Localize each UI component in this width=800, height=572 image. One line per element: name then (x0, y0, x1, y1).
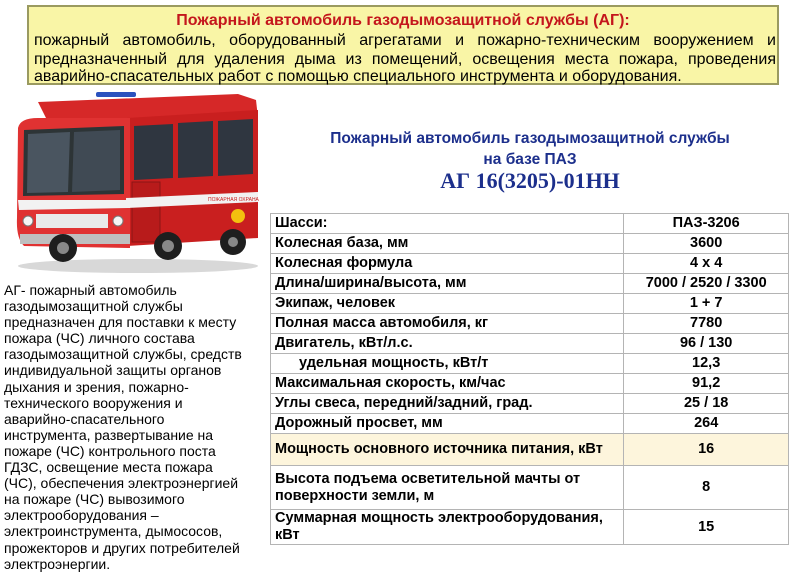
table-row (271, 414, 789, 434)
description-line: газодымозащитной службы (4, 298, 183, 315)
description-line: пожаре (ЧС) контрольного поста (4, 442, 216, 459)
description-line: электроэнергии. (4, 555, 111, 572)
spec-value: 25 / 18 (624, 394, 789, 414)
description-text (4, 282, 266, 572)
spec-value: 4 х 4 (624, 254, 789, 274)
specs-table (270, 213, 789, 545)
description-line: ГДЗС, освещение места пожара (4, 459, 213, 476)
table-row (271, 354, 789, 374)
spec-value: 12,3 (624, 354, 789, 374)
fire-bus-image (8, 88, 263, 278)
definition-line: пожарный автомобиль, оборудованный агрегатами и пожарно-техническим вооружением и (34, 32, 776, 49)
description-line: АГ- пожарный автомобиль (4, 282, 177, 298)
definition-box (27, 5, 779, 85)
spec-label-line: поверхности земли, м (275, 487, 435, 504)
vehicle-title (270, 128, 790, 170)
spec-label: Полная масса автомобиля, кг (271, 314, 624, 334)
spec-value: 16 (624, 434, 789, 466)
spec-label: Мощность основного источника питания, кВт (271, 434, 624, 466)
description-line: газодымозащитной службы, средств (4, 346, 242, 363)
description-line: на пожаре (ЧС) вывозимого (4, 491, 185, 508)
definition-title: Пожарный автомобиль газодымозащитной службы (АГ): (176, 12, 630, 29)
spec-label: Длина/ширина/высота, мм (271, 274, 624, 294)
bus-side-text: ПОЖАРНАЯ ОХРАНА (208, 197, 259, 203)
table-row-highlighted (271, 434, 789, 466)
spec-label: Двигатель, кВт/л.с. (271, 334, 624, 354)
description-line: аварийно-спасательного (4, 410, 165, 427)
spec-value: 91,2 (624, 374, 789, 394)
description-line: индивидуальной защиты органов (4, 362, 222, 379)
description-line: прожекторов и других потребителей (4, 539, 240, 556)
spec-value: 96 / 130 (624, 334, 789, 354)
description-line: пожара (ЧС) личного состава (4, 330, 195, 347)
table-row (271, 314, 789, 334)
spec-label: Экипаж, человек (271, 294, 624, 314)
definition-line: аварийно-спасательных работ с помощью специального инструмента и оборудования. (34, 68, 682, 85)
spec-value: 7780 (624, 314, 789, 334)
definition-line: предназначенный для удаления дыма из помещений, освещения места пожара, проведения (34, 51, 776, 68)
description-line: электроинструмента, дымососов, (4, 523, 223, 540)
description-line: инструмента, развертывание на (4, 426, 214, 443)
spec-label: удельная мощность, кВт/т (271, 354, 624, 374)
table-row (271, 466, 789, 510)
vehicle-model: АГ 16(3205)-01НН (440, 168, 620, 193)
table-row (271, 334, 789, 354)
spec-value: 264 (624, 414, 789, 434)
description-line: дыхания и зрения, пожарно- (4, 378, 189, 395)
spec-label-line: Высота подъема осветительной мачты от (275, 470, 581, 487)
spec-value: 15 (624, 510, 789, 545)
spec-value: 8 (624, 466, 789, 510)
table-row (271, 274, 789, 294)
table-row (271, 510, 789, 545)
spec-label: Дорожный просвет, мм (271, 414, 624, 434)
vehicle-title-line: Пожарный автомобиль газодымозащитной службы (330, 130, 730, 147)
table-row (271, 254, 789, 274)
spec-label: Углы свеса, передний/задний, град. (271, 394, 624, 414)
description-line: (ЧС), обеспечения электроэнергией (4, 475, 239, 492)
table-row (271, 374, 789, 394)
spec-label: Шасси: (271, 214, 624, 234)
spec-value: 7000 / 2520 / 3300 (624, 274, 789, 294)
description-line: предназначен для поставки к месту (4, 314, 237, 331)
table-row (271, 214, 789, 234)
description-line: технического вооружения и (4, 394, 183, 411)
table-row (271, 234, 789, 254)
table-row (271, 394, 789, 414)
description-line: электрооборудования – (4, 507, 159, 524)
spec-label: Колесная формула (271, 254, 624, 274)
vehicle-title-line: на базе ПАЗ (483, 151, 577, 168)
spec-value: 3600 (624, 234, 789, 254)
spec-label: Колесная база, мм (271, 234, 624, 254)
table-row (271, 294, 789, 314)
spec-value: ПАЗ-3206 (624, 214, 789, 234)
spec-label: Максимальная скорость, км/час (271, 374, 624, 394)
spec-label: Суммарная мощность электрооборудования, кВт (271, 510, 624, 545)
spec-label (271, 466, 624, 510)
spec-value: 1 + 7 (624, 294, 789, 314)
